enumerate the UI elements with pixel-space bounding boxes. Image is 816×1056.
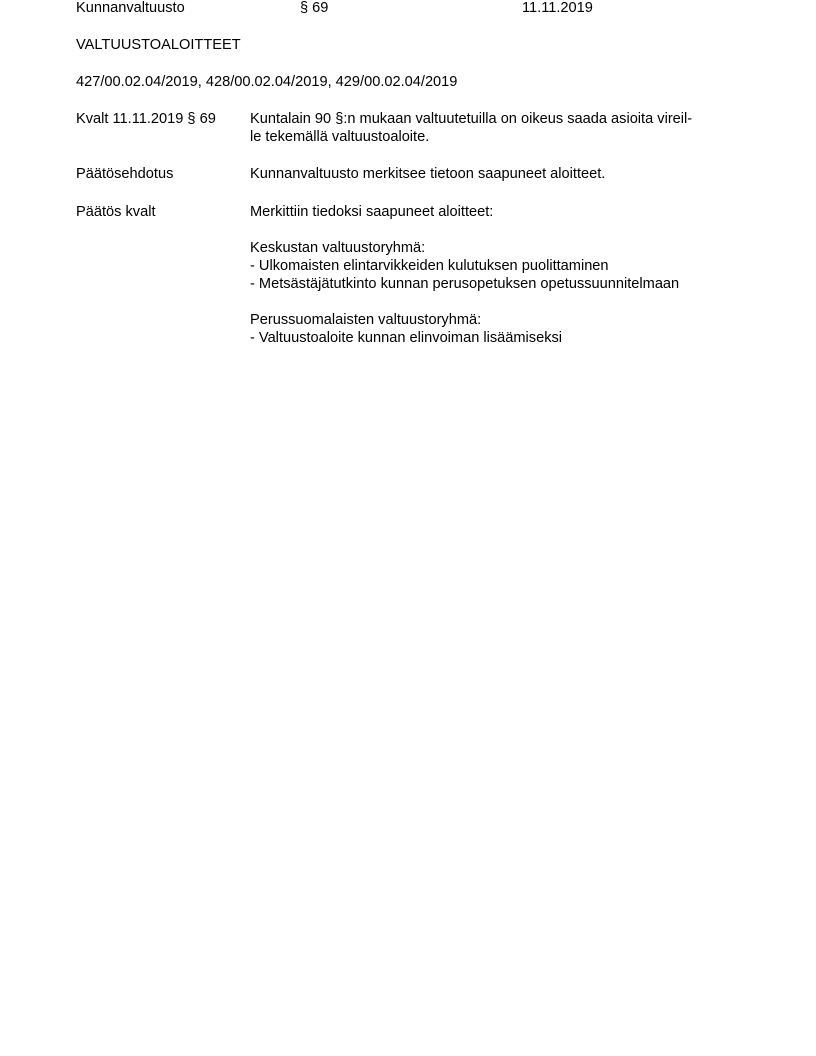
group-name: Keskustan valtuustoryhmä: bbox=[250, 240, 426, 256]
document-header bbox=[76, 0, 756, 17]
intro-text bbox=[250, 110, 738, 146]
intro-line: Kuntalain 90 §:n mukaan valtuutetuilla on oikeus saada asioita vireil- bbox=[250, 111, 693, 127]
decision-content bbox=[250, 203, 738, 347]
intro-line: le tekemällä valtuustoaloite. bbox=[250, 129, 430, 145]
proposal-text: Kunnanvaltuusto merkitsee tietoon saapuneet aloitteet. bbox=[250, 166, 606, 182]
initiative-item: - Metsästäjätutkinto kunnan perusopetuksen opetussuunnitelmaan bbox=[250, 276, 680, 292]
header-organ: Kunnanvaltuusto bbox=[76, 0, 185, 16]
intro-label: Kvalt 11.11.2019 § 69 bbox=[76, 111, 216, 127]
spacer bbox=[250, 293, 738, 311]
proposal-label: Päätösehdotus bbox=[76, 166, 174, 182]
document-title: VALTUUSTOALOITTEET bbox=[76, 37, 241, 53]
reference-numbers: 427/00.02.04/2019, 428/00.02.04/2019, 429/00.02.04/2019 bbox=[76, 74, 458, 90]
header-section-number: § 69 bbox=[300, 0, 329, 16]
initiative-item: - Ulkomaisten elintarvikkeiden kulutuksen puolittaminen bbox=[250, 258, 609, 274]
decision-lead: Merkittiin tiedoksi saapuneet aloitteet: bbox=[250, 204, 494, 220]
initiative-item: - Valtuustoaloite kunnan elinvoiman lisäämiseksi bbox=[250, 330, 563, 346]
spacer bbox=[250, 221, 738, 239]
header-date: 11.11.2019 bbox=[522, 0, 593, 16]
decision-label: Päätös kvalt bbox=[76, 204, 156, 220]
group-name: Perussuomalaisten valtuustoryhmä: bbox=[250, 312, 482, 328]
